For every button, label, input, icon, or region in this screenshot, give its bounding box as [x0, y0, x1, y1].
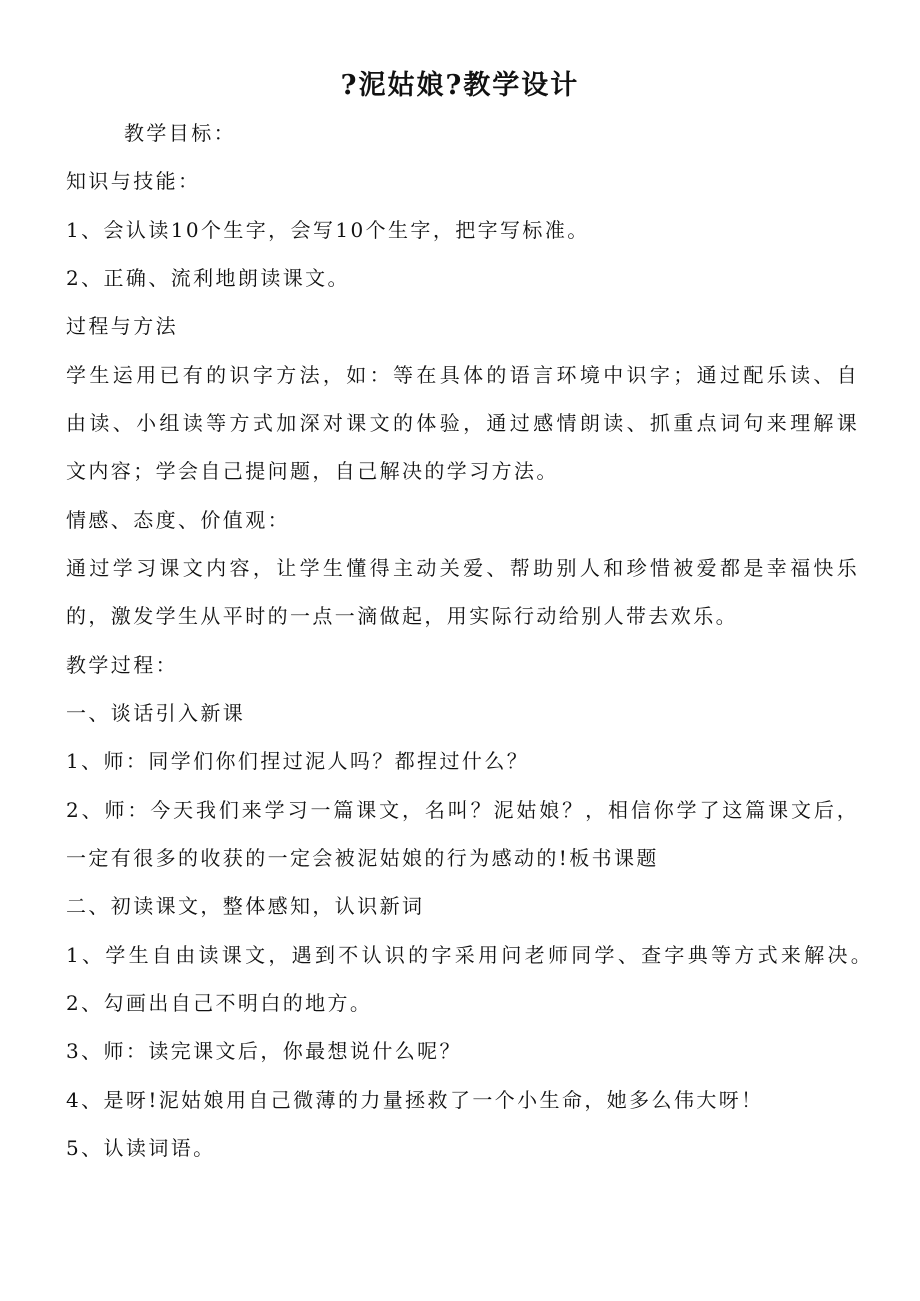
- paragraph-line: 一定有很多的收获的一定会被泥姑娘的行为感动的!板书课题: [66, 846, 659, 870]
- paragraph-line: 1、师：同学们你们捏过泥人吗？都捏过什么？: [66, 749, 530, 773]
- paragraph-line: 的，激发学生从平时的一点一滴做起，用实际行动给别人带去欢乐。: [66, 604, 738, 628]
- section-heading: 二、初读课文，整体感知，认识新词: [66, 894, 425, 918]
- heading-knowledge-skills: 知识与技能：: [66, 169, 201, 193]
- paragraph-line: 2、正确、流利地朗读课文。: [66, 266, 350, 290]
- paragraph-line: 1、学生自由读课文，遇到不认识的字采用问老师同学、查字典等方式来解决。: [66, 943, 872, 967]
- section-heading: 一、谈话引入新课: [66, 701, 246, 725]
- paragraph-line: 通过学习课文内容，让学生懂得主动关爱、帮助别人和珍惜被爱都是幸福快乐: [66, 556, 858, 580]
- paragraph-line: 由读、小组读等方式加深对课文的体验，通过感情朗读、抓重点词句来理解课: [66, 411, 858, 435]
- paragraph-line: 5、认读词语。: [66, 1136, 216, 1160]
- document-title: ?泥姑娘?教学设计: [340, 70, 580, 101]
- paragraph-line: 文内容；学会自己提问题，自己解决的学习方法。: [66, 459, 559, 483]
- heading-teaching-goals: 教学目标：: [124, 121, 236, 145]
- paragraph-line: 4、是呀!泥姑娘用自己微薄的力量拯救了一个小生命，她多么伟大呀！: [66, 1088, 764, 1112]
- heading-emotion-values: 情感、态度、价值观：: [66, 508, 290, 532]
- paragraph-line: 2、师：今天我们来学习一篇课文，名叫？泥姑娘？，相信你学了这篇课文后，: [66, 798, 858, 822]
- heading-teaching-process: 教学过程：: [66, 653, 178, 677]
- heading-process-method: 过程与方法: [66, 314, 178, 338]
- paragraph-line: 学生运用已有的识字方法，如：等在具体的语言环境中识字；通过配乐读、自: [66, 363, 858, 387]
- paragraph-line: 2、勾画出自己不明白的地方。: [66, 991, 373, 1015]
- paragraph-line: 3、师：读完课文后，你最想说什么呢？: [66, 1039, 462, 1063]
- paragraph-line: 1、会认读10个生字，会写10个生字，把字写标准。: [66, 218, 590, 242]
